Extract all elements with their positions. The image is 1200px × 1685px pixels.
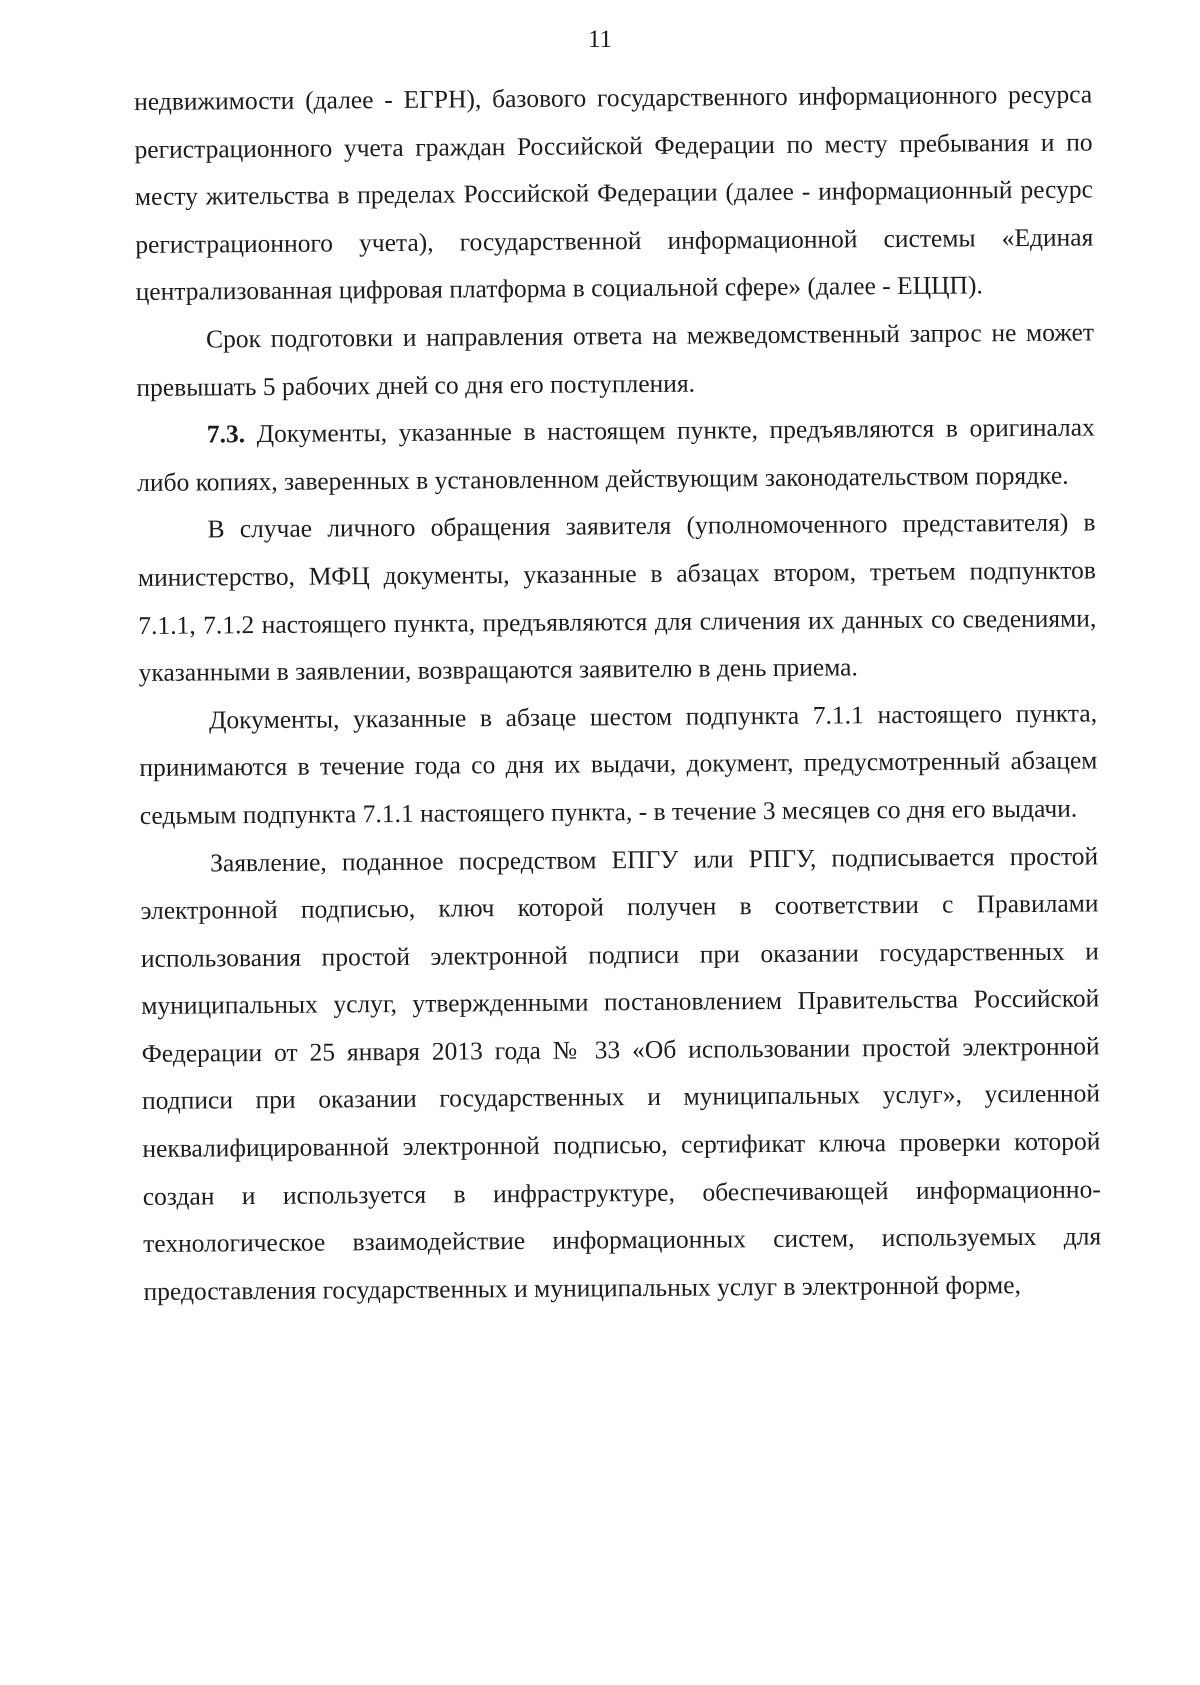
paragraph-response-deadline: Срок подготовки и направления ответа на межведомственный запрос не может превышать 5 рабочих дней со дня его поступления.: [136, 317, 1095, 402]
paragraph-egrn-continuation: недвижимости (далее - ЕГРН), базового государственного информационного ресурса регистрационного учета граждан Российской Федерации по месту пребывания и по месту жительства в пределах Российской Федерации (далее - информационный ресурс регистрационного учета), государственной информационной системы «Единая централизованная цифровая платформа в социальной сфере» (далее - ЕЦЦП).: [134, 79, 1094, 307]
paragraph-document-validity: Документы, указанные в абзаце шестом подпункта 7.1.1 настоящего пункта, принимаются в течение года со дня их выдачи, документ, предусмотренный абзацем седьмым подпункта 7.1.1 настоящего пункта, - в течение 3 месяцев со дня его выдачи.: [139, 698, 1098, 830]
clause-text: Документы, указанные в настоящем пункте, предъявляются в оригиналах либо копиях, заверенных в установленном действующим законодательством порядке.: [137, 412, 1095, 497]
paragraph-electronic-signature: Заявление, поданное посредством ЕПГУ или РПГУ, подписывается простой электронной подписью, ключ которой получен в соответствии с Правилами использования простой электронной подписи при оказании государственных и муниципальных услуг, утвержденными постановлением Правительства Российской Федерации от 25 января 2013 года № 33 «Об использовании простой электронной подписи при оказании государственных и муниципальных услуг», усиленной неквалифицированной электронной подписью, сертификат ключа проверки которой создан и используется в инфраструктуре, обеспечивающей информационно-технологическое взаимодействие информационных систем, используемых для предоставления государственных и муниципальных услуг в электронной форме,: [140, 840, 1102, 1306]
document-body: [134, 70, 1102, 1315]
clause-number: 7.3.: [206, 419, 246, 449]
paragraph-personal-appeal: В случае личного обращения заявителя (уполномоченного представителя) в министерство, МФЦ документы, указанные в абзацах втором, третьем подпунктов 7.1.1, 7.1.2 настоящего пункта, предъявляются для сличения их данных со сведениями, указанными в заявлении, возвращаются заявителю в день приема.: [137, 507, 1097, 688]
page-number: 11: [587, 26, 613, 53]
paragraph-7-3: [137, 404, 1096, 507]
